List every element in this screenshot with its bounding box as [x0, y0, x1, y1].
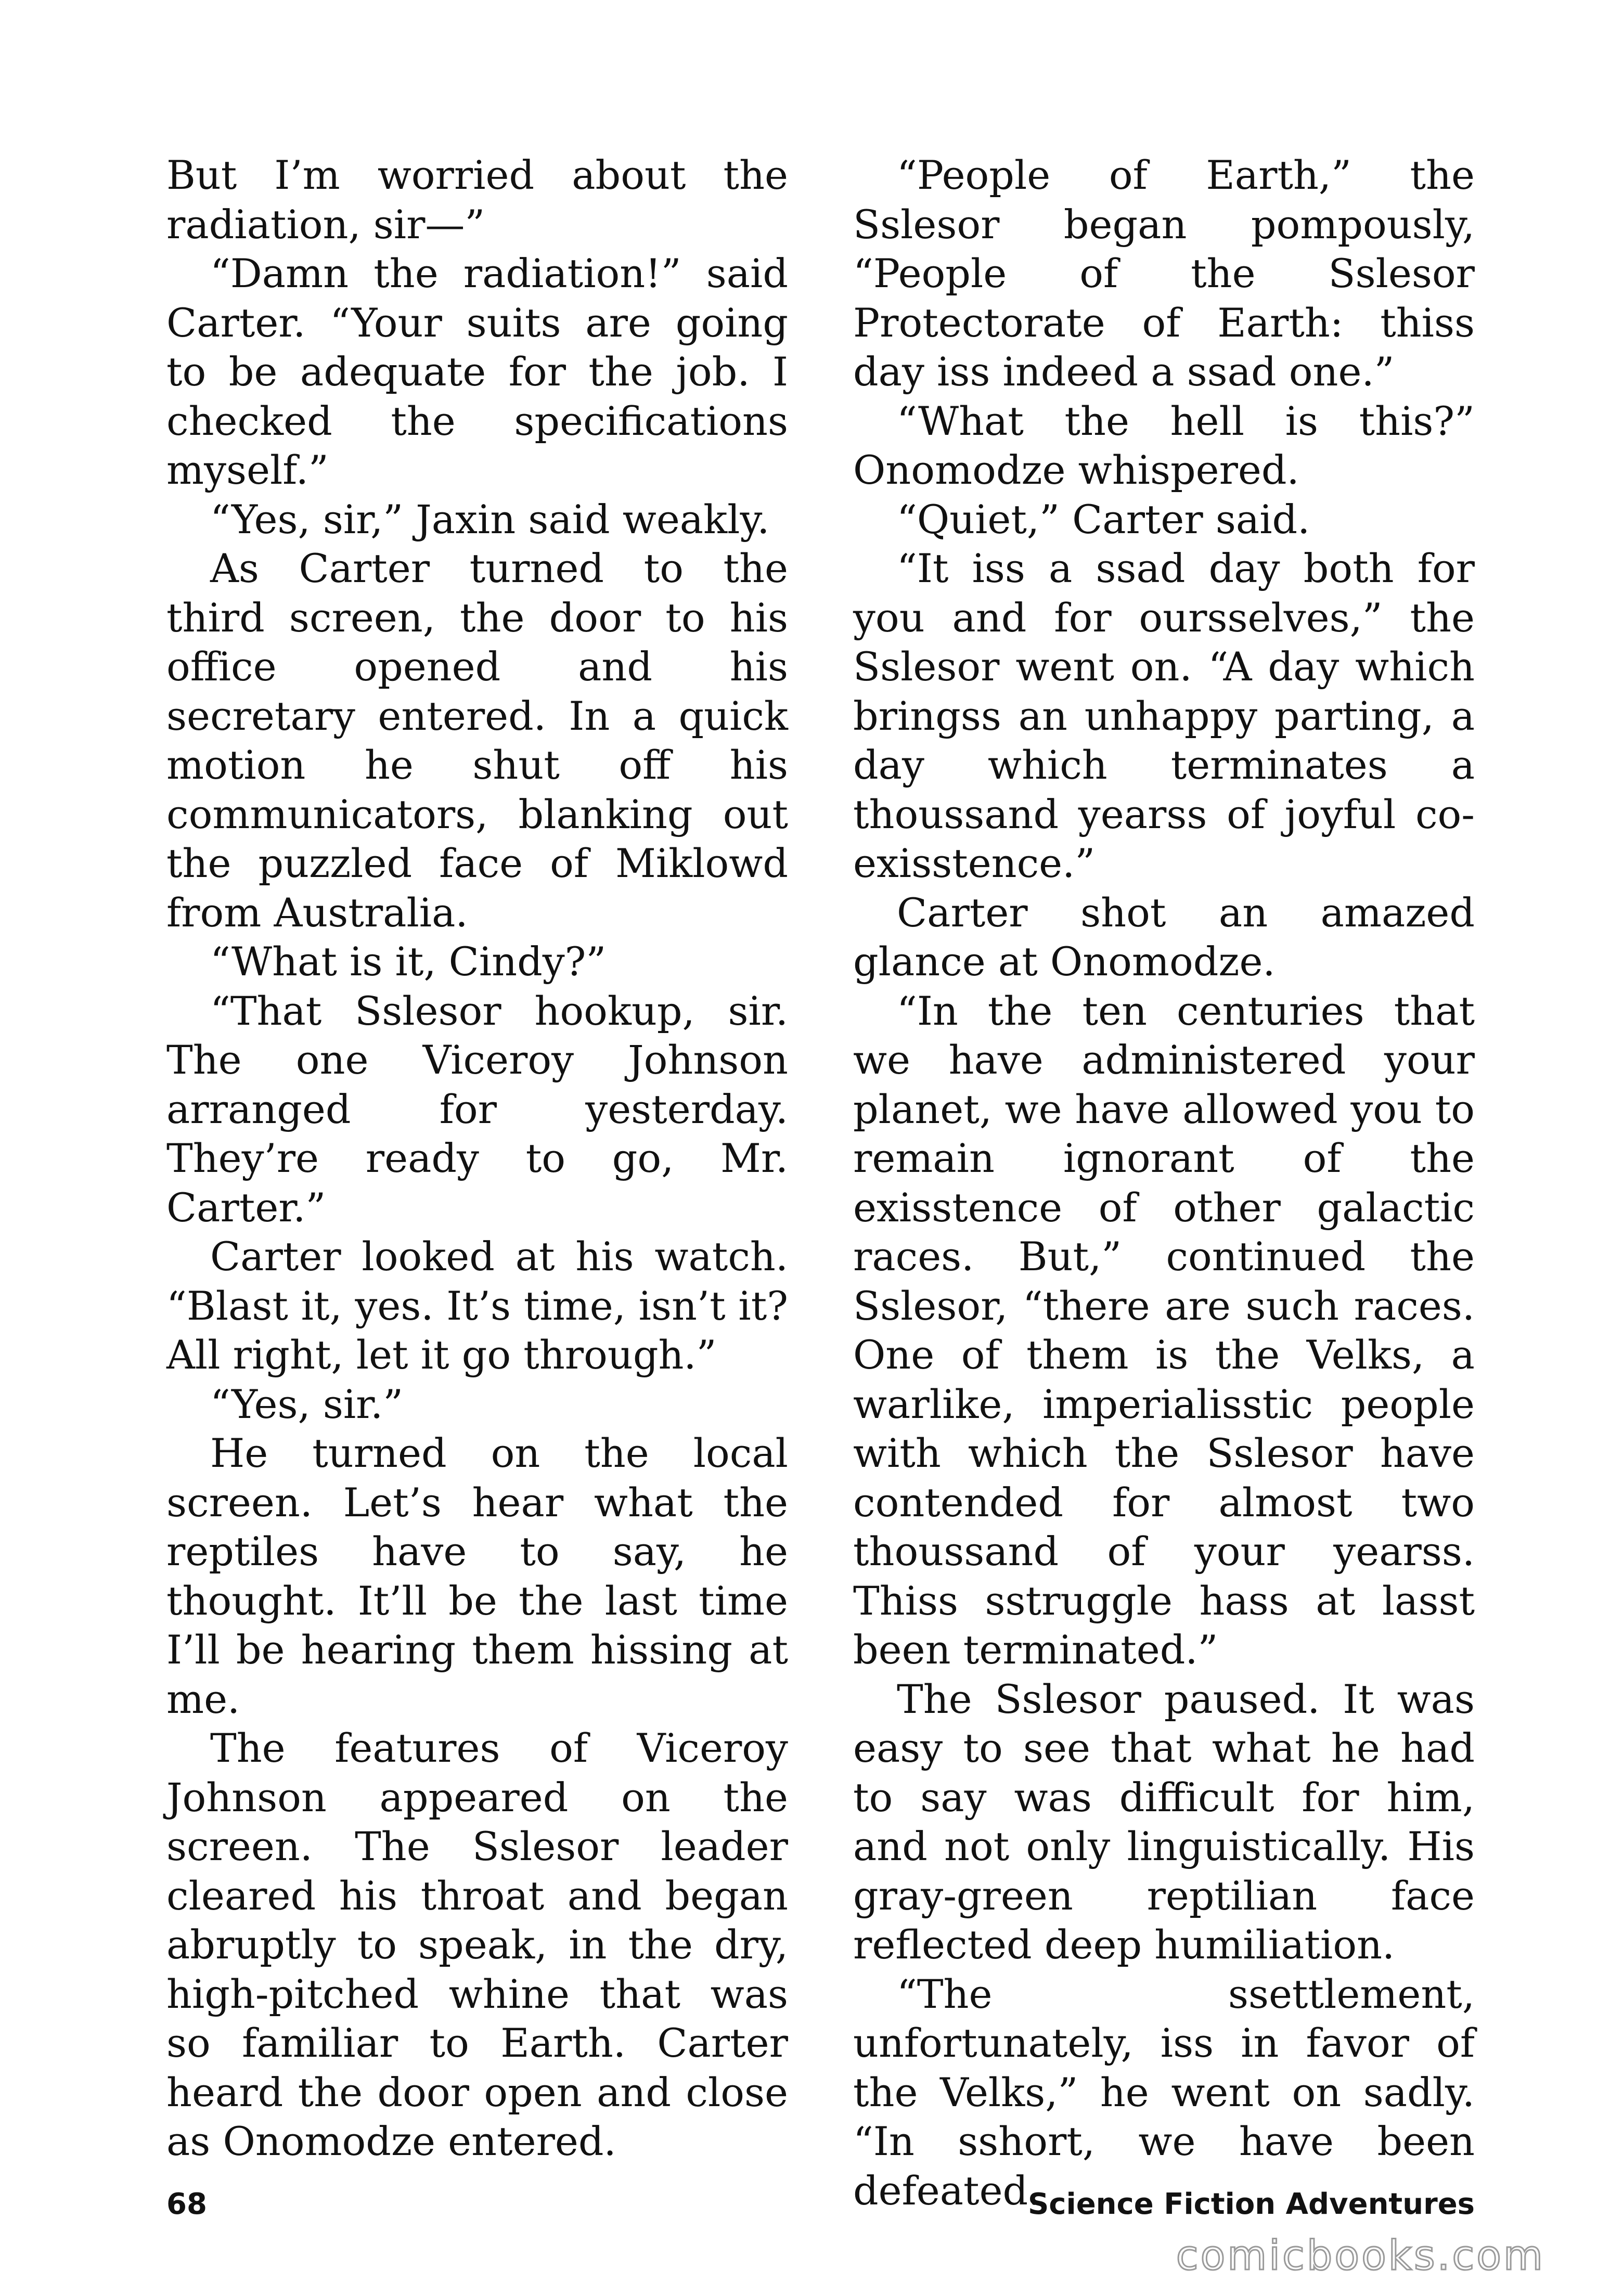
paragraph: “What the hell is this?” Onomodze whispered.	[853, 397, 1475, 493]
paragraph: The features of Viceroy Johnson appeared on the screen. The Sslesor leader cleared his throat and began abruptly to speak, in the dry, high-pitched whine that was so familiar to Earth. Carter heard the door open and close as Onomodze entered.	[166, 1725, 788, 2164]
paragraph: The Sslesor paused. It was easy to see that what he had to say was difficult for him, and not only linguistically. His gray-green reptilian face reflected deep humiliation.	[853, 1675, 1475, 1968]
site-watermark: comicbooks.com	[1176, 2233, 1545, 2279]
paragraph: “In the ten centuries that we have administered your planet, we have allowed you to remain ignorant of the exisstence of other galactic races. But,” continued the Sslesor, “there are such races. One of them is the Velks, a warlike, imperialisstic people with which the Sslesor have contended for almost two thoussand of your yearss. Thiss sstruggle hass at lasst been terminated.”	[853, 987, 1475, 1673]
paragraph: Carter looked at his watch. “Blast it, yes. It’s time, isn’t it? All right, let it go through.”	[166, 1233, 788, 1378]
paragraph: “Yes, sir,” Jaxin said weakly.	[210, 496, 770, 543]
paragraph: As Carter turned to the third screen, the door to his office opened and his secretary entered. In a quick motion he shut off his communicators, blanking out the puzzled face of Miklowd from Australia.	[166, 545, 788, 936]
page-number: 68	[166, 2187, 207, 2221]
left-text-column	[166, 151, 788, 2166]
paragraph: But I’m worried about the radiation, sir—”	[166, 152, 788, 248]
paragraph: “People of Earth,” the Sslesor began pompously, “People of the Sslesor Protectorate of Earth: thiss day iss indeed a ssad one.”	[853, 152, 1475, 395]
right-text-column	[853, 151, 1475, 2215]
paragraph: Carter shot an amazed glance at Onomodze.	[853, 889, 1475, 985]
paragraph: “What is it, Cindy?”	[210, 938, 607, 985]
paragraph: He turned on the local screen. Let’s hear what the reptiles have to say, he thought. It’ll be the last time I’ll be hearing them hissing at me.	[166, 1430, 788, 1722]
running-title: Science Fiction Adventures	[1027, 2187, 1475, 2221]
paragraph: “The ssettlement, unfortunately, iss in favor of the Velks,” he went on sadly. “In sshort, we have been defeated.	[853, 1970, 1475, 2214]
paragraph: “It iss a ssad day both for you and for oursselves,” the Sslesor went on. “A day which bringss an unhappy parting, a day which terminates a thoussand yearss of joyful co-exisstence.”	[853, 545, 1475, 886]
paragraph: “That Sslesor hookup, sir. The one Viceroy Johnson arranged for yesterday. They’re ready to go, Mr. Carter.”	[166, 987, 788, 1231]
paragraph: “Yes, sir.”	[210, 1381, 404, 1427]
paragraph: “Damn the radiation!” said Carter. “Your suits are going to be adequate for the job. I checked the specifications myself.”	[166, 250, 788, 493]
paragraph: “Quiet,” Carter said.	[897, 496, 1310, 543]
